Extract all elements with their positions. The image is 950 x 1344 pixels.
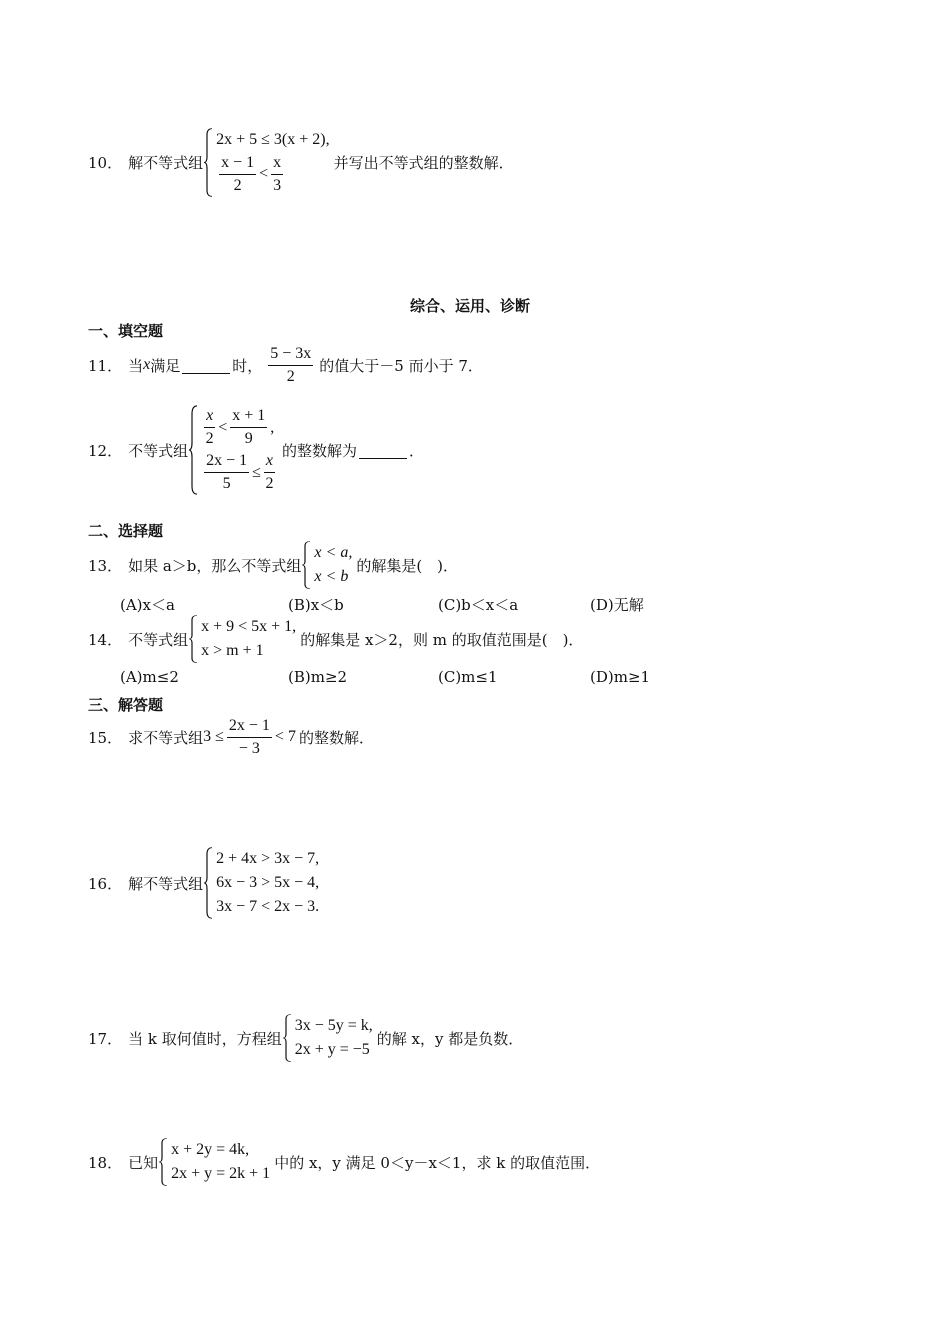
fraction-denominator: 2 [265, 475, 274, 492]
inequality-system [301, 541, 352, 589]
system-row-1: 2x + 5 ≤ 3(x + 2), [216, 130, 330, 148]
question-text: 满足 [150, 356, 181, 375]
variable-x: x [143, 356, 151, 373]
fraction-numerator: 2x − 1 [204, 452, 249, 473]
question-text: 时， [232, 356, 263, 375]
question-number: 17． [88, 1029, 123, 1048]
system-row-1: x + 2y = 4k, [171, 1141, 250, 1158]
fraction-denominator: − 3 [238, 739, 260, 757]
question-12 [88, 400, 424, 500]
fraction-numerator: 5 − 3x [268, 345, 313, 366]
question-17 [88, 1012, 523, 1064]
fraction-numerator: x − 1 [219, 154, 256, 175]
left-brace-icon [282, 1014, 292, 1062]
option-b[interactable]: (B)m≥2 [288, 668, 348, 686]
system-row-1: x + 9 < 5x + 1, [201, 618, 297, 635]
right-bound: < 7 [274, 728, 296, 745]
less-equal-sign: ≤ [252, 463, 261, 481]
system-row-1: x < a, [314, 544, 353, 561]
question-lead: 已知 [128, 1153, 159, 1172]
fraction-numerator: x [204, 407, 215, 428]
system-row-2: 6x − 3 > 5x − 4, [216, 874, 320, 891]
fraction-denominator: 5 [222, 475, 231, 492]
question-tail: 的整数解． [298, 728, 374, 747]
left-brace-icon [203, 847, 213, 919]
system-row-1: 3x − 5y = k, [294, 1017, 373, 1034]
question-number: 11． [88, 356, 123, 375]
system-row-2 [201, 452, 278, 493]
option-c[interactable]: (C)b＜x＜a [438, 596, 519, 614]
fraction-numerator: 2x − 1 [227, 717, 272, 738]
left-brace-icon [301, 541, 311, 589]
less-than-sign: < [259, 165, 269, 182]
question-number: 18． [88, 1153, 123, 1172]
fraction-numerator: x [264, 452, 275, 473]
part-heading-multiple-choice: 二、选择题 [88, 522, 164, 540]
system-row-2: 2x + y = −5 [294, 1041, 370, 1058]
inequality-system [203, 128, 329, 197]
left-brace-icon [203, 128, 213, 197]
question-lead: 当 k 取何值时，方程组 [128, 1029, 282, 1048]
answer-blank[interactable] [182, 357, 230, 374]
system-row-2 [216, 154, 329, 195]
system-row-2: x < b [314, 568, 349, 585]
fraction-denominator: 2 [286, 367, 295, 385]
system-row-1 [201, 407, 278, 448]
question-10 [88, 122, 514, 202]
question-number: 12． [88, 441, 123, 460]
question-11 [88, 342, 483, 388]
equation-system [282, 1014, 373, 1062]
part-heading-solve: 三、解答题 [88, 696, 164, 714]
system-row-1: 2 + 4x > 3x − 7, [216, 850, 320, 867]
less-than-sign: < [218, 418, 228, 436]
inequality-system [188, 615, 296, 663]
system-row-3: 3x − 7 < 2x − 3. [216, 898, 320, 915]
fraction-denominator: 2 [233, 176, 242, 194]
left-bound: 3 ≤ [203, 728, 224, 745]
part-heading-fill-blank: 一、填空题 [88, 322, 164, 340]
question-14 [88, 614, 583, 664]
fraction-denominator: 2 [205, 430, 214, 447]
question-15 [88, 714, 374, 760]
option-a[interactable]: (A)x＜a [120, 596, 175, 614]
question-tail: 的解 x，y 都是负数． [376, 1029, 524, 1048]
answer-blank[interactable] [359, 442, 407, 459]
question-tail: 的解集是 x＞2，则 m 的取值范围是( )． [300, 630, 584, 649]
left-brace-icon [188, 405, 198, 495]
fraction-denominator: 9 [244, 430, 253, 447]
left-brace-icon [188, 615, 198, 663]
question-tail: 的整数解为 [282, 441, 358, 460]
period: ． [409, 441, 425, 460]
system-row-2: x > m + 1 [201, 642, 264, 659]
question-number: 13． [88, 556, 123, 575]
question-tail: 的解集是( )． [356, 556, 459, 575]
inequality-system [203, 847, 319, 919]
system-row-2: 2x + y = 2k + 1 [171, 1165, 271, 1182]
question-tail: 并写出不等式组的整数解． [333, 153, 514, 172]
option-b[interactable]: (B)x＜b [288, 596, 344, 614]
question-13 [88, 540, 458, 590]
fraction-denominator: 3 [273, 176, 282, 194]
question-tail: 的值大于－5 而小于 7． [319, 356, 483, 375]
question-number: 10． [88, 153, 123, 172]
question-lead: 解不等式组 [128, 874, 204, 893]
comma: , [270, 418, 275, 436]
question-lead: 如果 a＞b，那么不等式组 [128, 556, 302, 575]
question-18 [88, 1136, 600, 1188]
question-number: 15． [88, 728, 123, 747]
fraction-numerator: x + 1 [230, 407, 267, 428]
question-tail: 中的 x，y 满足 0＜y－x＜1，求 k 的取值范围． [274, 1153, 601, 1172]
question-lead: 解不等式组 [128, 153, 204, 172]
option-d[interactable]: (D)m≥1 [590, 668, 651, 686]
question-lead: 求不等式组 [128, 728, 204, 747]
left-brace-icon [158, 1138, 168, 1186]
fraction-numerator: x [271, 154, 283, 175]
option-a[interactable]: (A)m≤2 [120, 668, 179, 686]
section-title: 综合、运用、诊断 [410, 297, 531, 315]
question-lead: 不等式组 [128, 630, 189, 649]
equation-system [158, 1138, 270, 1186]
question-number: 14． [88, 630, 123, 649]
question-lead: 不等式组 [128, 441, 189, 460]
question-16 [88, 844, 323, 922]
inequality-system [188, 405, 278, 495]
question-text: 当 [128, 356, 144, 375]
question-number: 16． [88, 874, 123, 893]
option-c[interactable]: (C)m≤1 [438, 668, 498, 686]
option-d[interactable]: (D)无解 [590, 596, 644, 614]
